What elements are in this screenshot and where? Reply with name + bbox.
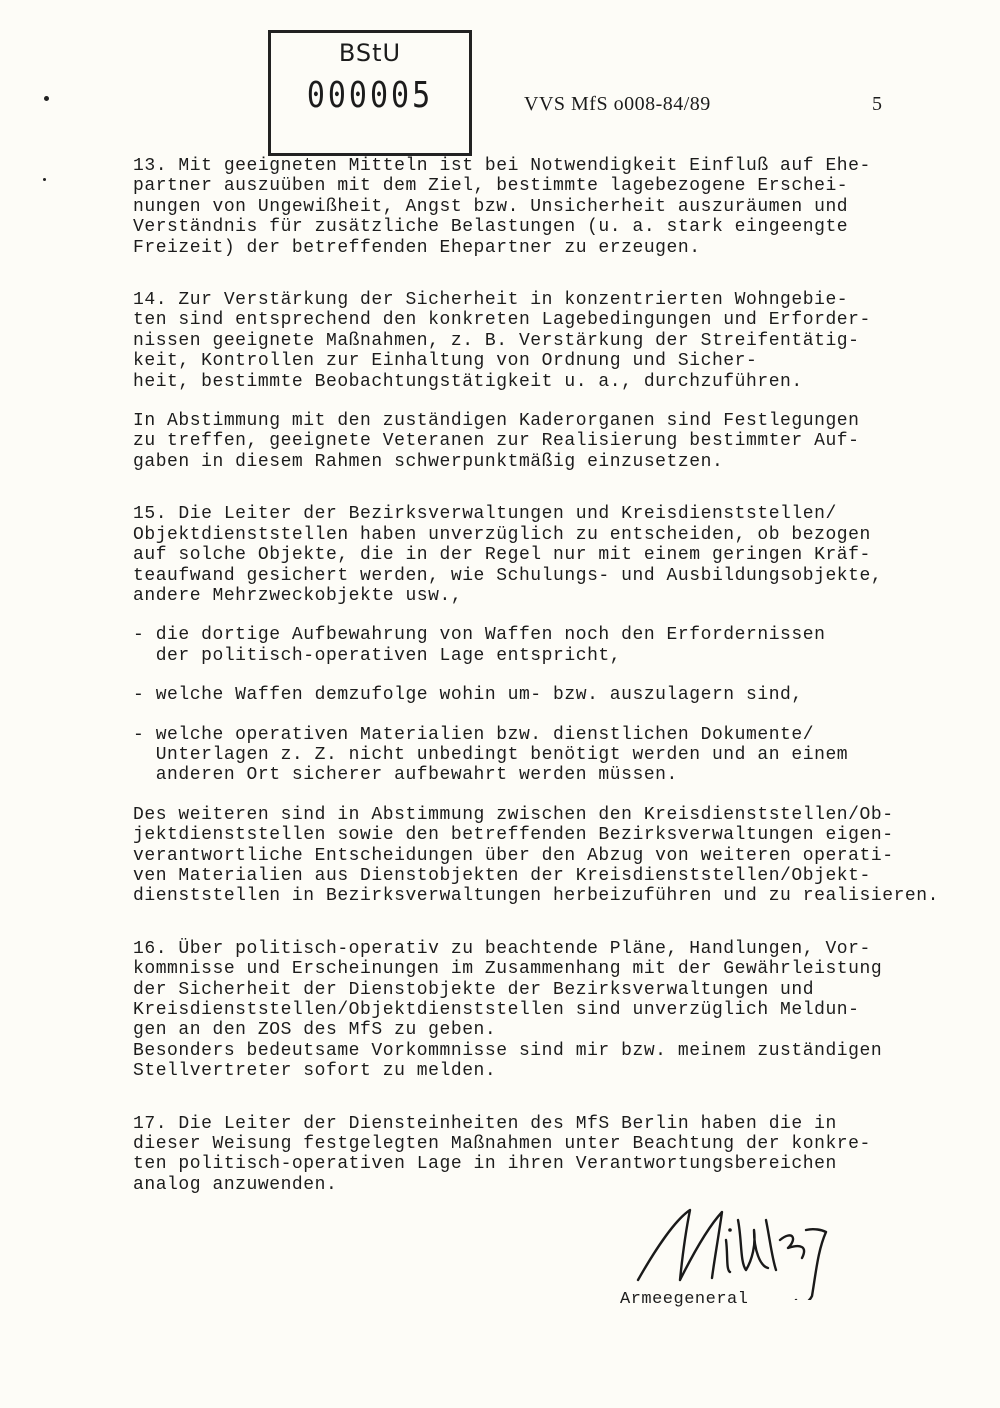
- document-reference: VVS MfS o008-84/89: [524, 93, 711, 115]
- paragraph-15-addendum: Des weiteren sind in Abstimmung zwischen den Kreisdienststellen/Ob- jektdienststellen sowie den betreffenden Bezirksverwaltungen eigen- verantwortliche Entscheidungen über den Abzug von weiteren operati- ven Materialien aus Dienstobjekten der Kreisdienststellen/Objekt- dienststellen in Bezirksverwaltungen herbeizuführen und zu realisieren.: [133, 804, 939, 907]
- page-number: 5: [872, 93, 882, 115]
- stamp-title: BStU: [338, 39, 402, 67]
- paragraph-14-addendum: In Abstimmung mit den zuständigen Kaderorganen sind Festlegungen zu treffen, geeignete Veteranen zur Realisierung bestimmter Auf- gaben in diesem Rahmen schwerpunktmäßig einzusetzen.: [133, 411, 860, 472]
- margin-mark-dot: [44, 96, 49, 101]
- archive-stamp: [268, 30, 472, 156]
- bullet-item: - die dortige Aufbewahrung von Waffen noch den Erfordernissen der politisch-operativen Lage entspricht,: [133, 625, 826, 666]
- bullet-item: - welche operativen Materialien bzw. dienstlichen Dokumente/ Unterlagen z. Z. nicht unbedingt benötigt werden und an einem anderen Ort sicherer aufbewahrt werden müssen.: [133, 724, 849, 786]
- document-body: [133, 156, 993, 1195]
- paragraph-17: 17. Die Leiter der Diensteinheiten des MfS Berlin haben die in dieser Weisung festgelegten Maßnahmen unter Beachtung der konkre- ten politisch-operativen Lage in ihren Verantwortungsbereichen analog anzuwenden.: [133, 1113, 871, 1195]
- signatory-title: Armeegeneral: [620, 1290, 749, 1309]
- margin-mark-dot-small: [43, 178, 46, 181]
- paragraph-14: 14. Zur Verstärkung der Sicherheit in konzentrierten Wohngebie- ten sind entsprechend den konkreten Lagebedingungen und Erforder- nissen geeignete Maßnahmen, z. B. Verstärkung der Streifentätig- keit, Kontrollen zur Einhaltung von Ordnung und Sicher- heit, bestimmte Beobachtungstätigkeit u. a., durchzuführen.: [133, 290, 871, 392]
- signature-block: [600, 1200, 860, 1320]
- paragraph-15: 15. Die Leiter der Bezirksverwaltungen und Kreisdienststellen/ Objektdienststellen haben unverzüglich zu entscheiden, ob bezogen auf solche Objekte, die in der Regel nur mit einem geringen Kräf- teaufwand gesichert werden, wie Schulungs- und Ausbildungsobjekte, andere Mehrzweckobjekte usw.,: [133, 504, 883, 606]
- paragraph-16: 16. Über politisch-operativ zu beachtende Pläne, Handlungen, Vor- kommnisse und Erscheinungen im Zusammenhang mit der Gewährleistung der Sicherheit der Dienstobjekte der Bezirksverwaltungen und Kreisdienststellen/Objektdienststellen sind unverzüglich Meldun- gen an den ZOS des MfS zu geben. Besonders bedeutsame Vorkommnisse sind mir bzw. meinem zuständigen Stellvertreter sofort zu melden.: [133, 938, 883, 1082]
- stamp-number: 000005: [306, 74, 434, 117]
- handwritten-signature: [630, 1200, 850, 1300]
- paragraph-13: 13. Mit geeigneten Mitteln ist bei Notwendigkeit Einfluß auf Ehe- partner auszuüben mit dem Ziel, bestimmte lagebezogene Erschei- nungen von Ungewißheit, Angst bzw. Unsicherheit auszuräumen und Verständnis für zusätzliche Belastungen (u. a. stark eingeengte Freizeit) der betreffenden Ehepartner zu erzeugen.: [133, 156, 871, 258]
- bullet-item: - welche Waffen demzufolge wohin um- bzw. auszulagern sind,: [133, 685, 803, 706]
